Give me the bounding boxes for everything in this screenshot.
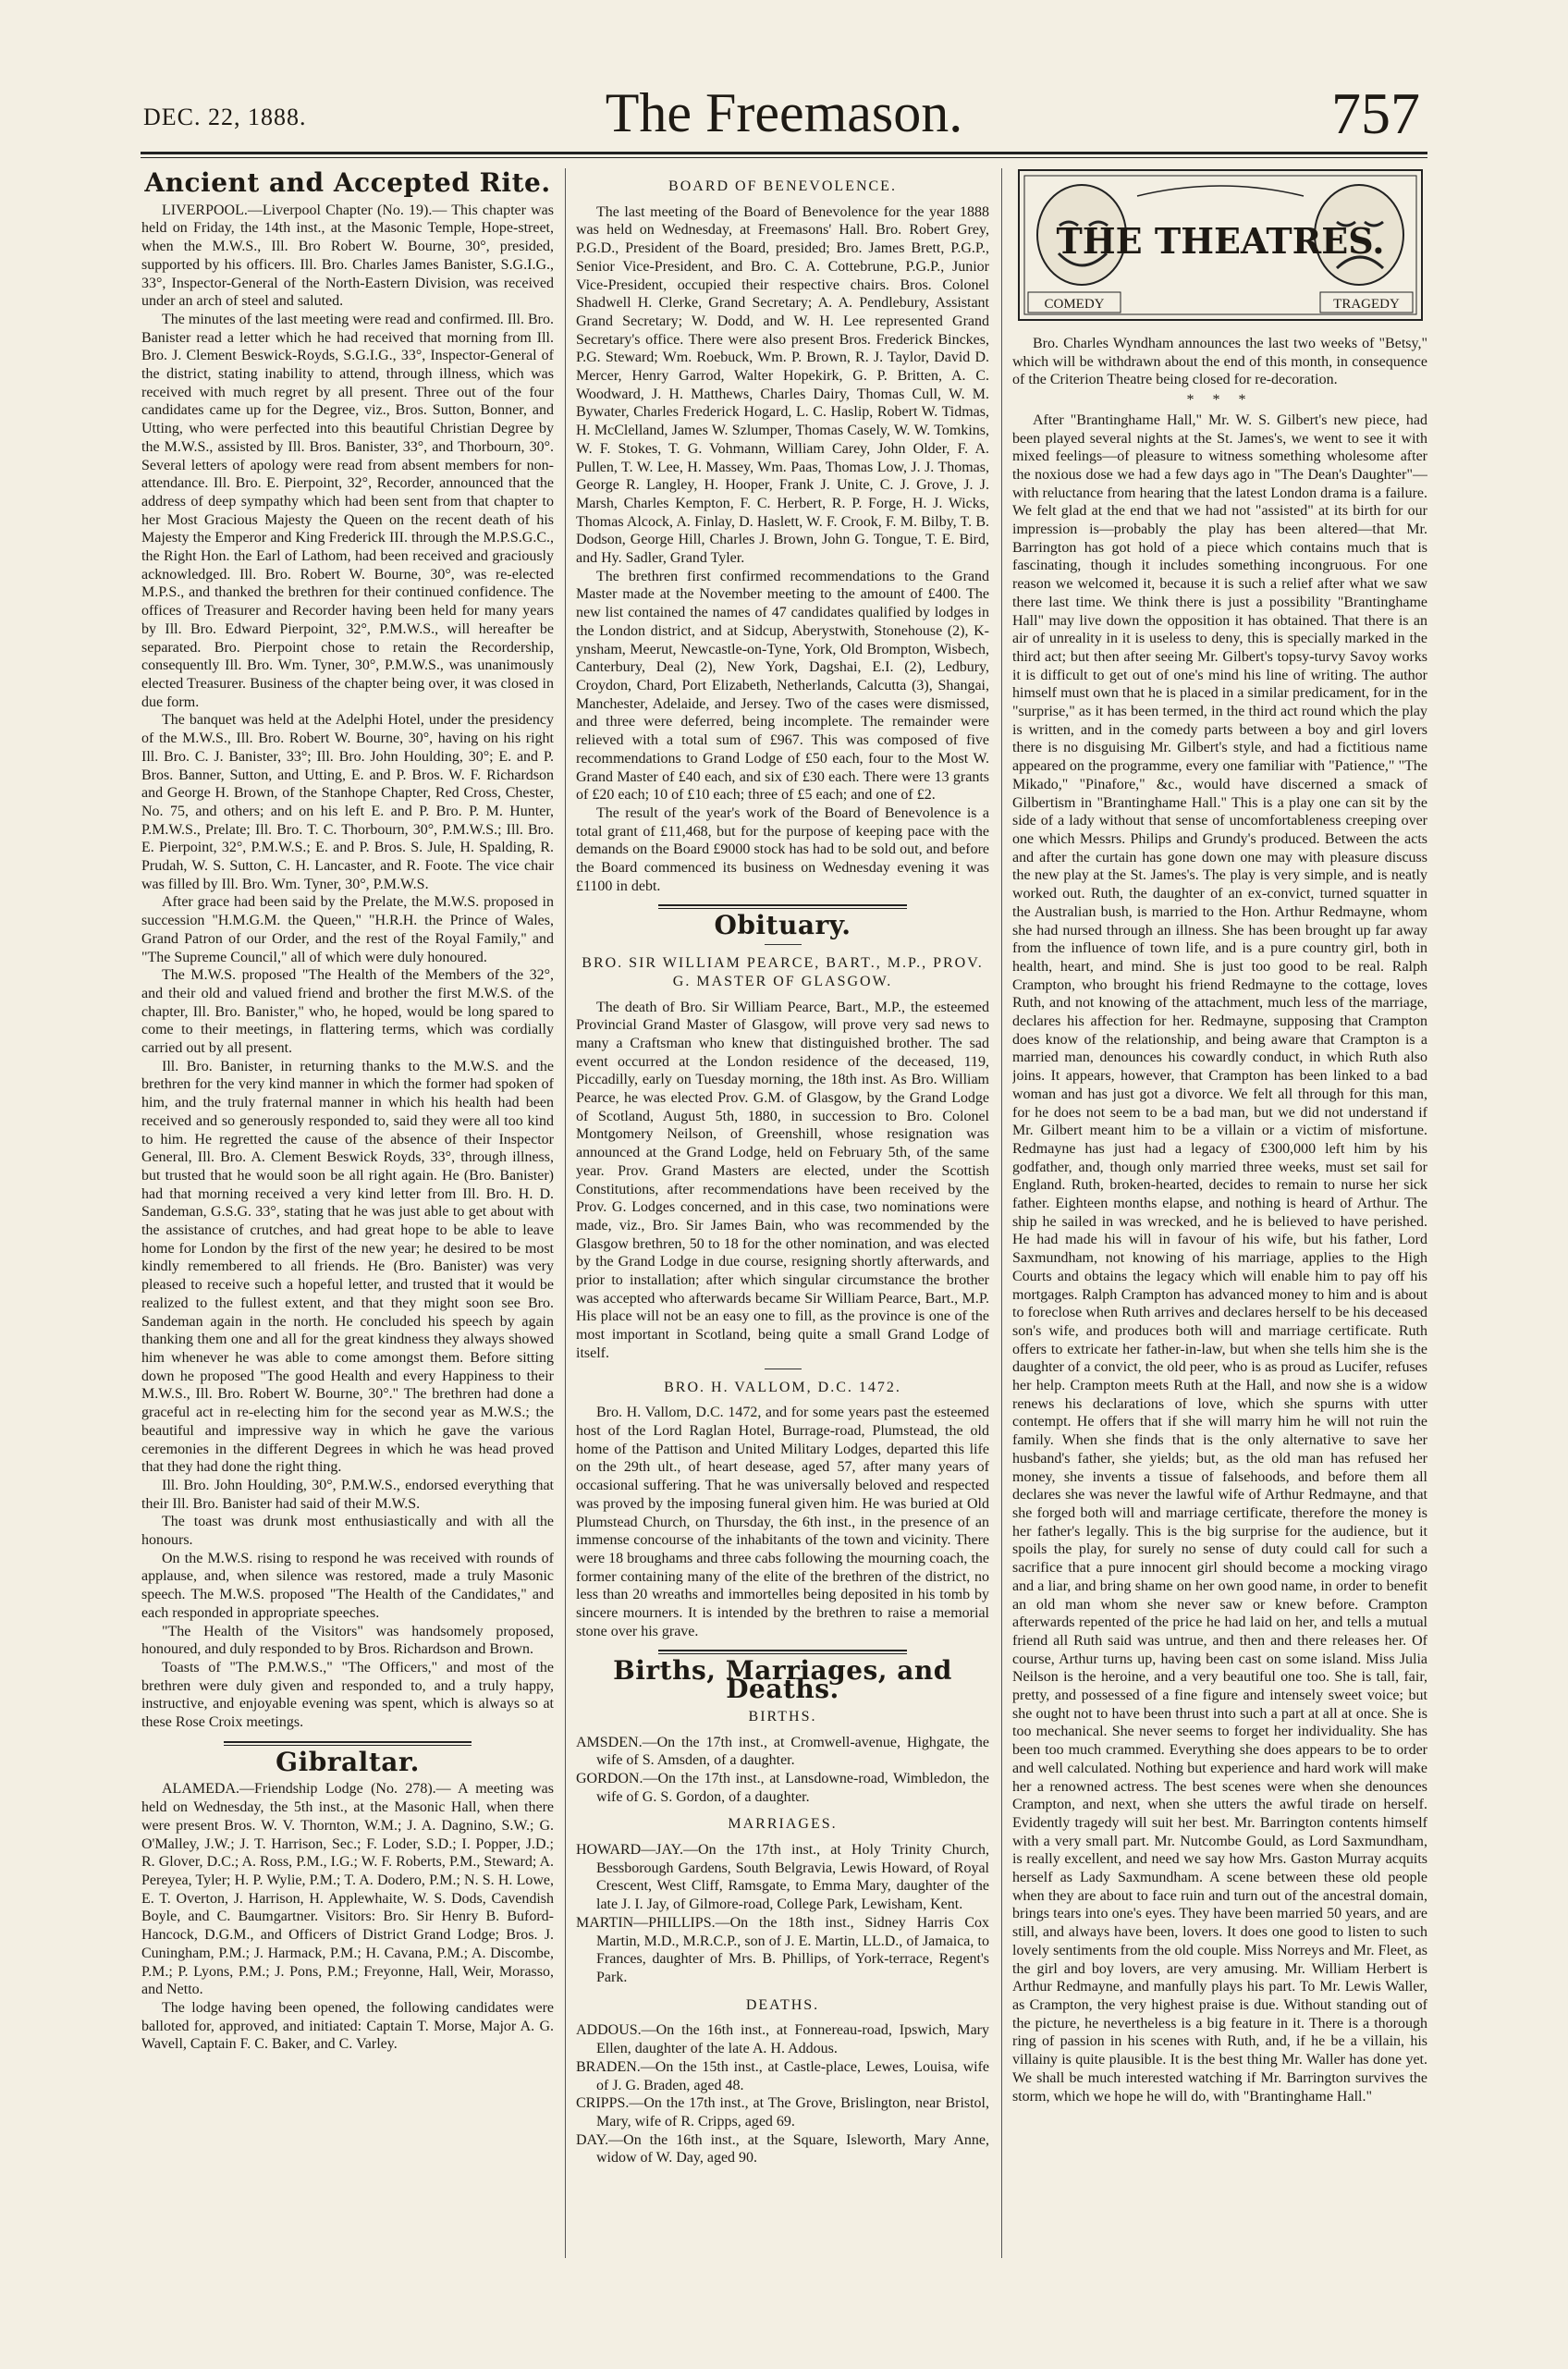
logo-tragedy-label: TRAGEDY [1332,297,1400,312]
list-item: ADDOUS.—On the 16th inst., at Fonnereau-road, Ipswich, Mary Ellen, daughter of the late A. H. Addous. [576,2022,989,2057]
list-item: BRADEN.—On the 15th inst., at Castle-place, Lewes, Louisa, wife of J. G. Braden, aged 48. [576,2058,989,2093]
section-rule-thin [224,1745,472,1746]
masthead-title: The Freemason. [605,82,963,143]
section-heading-obituary: Obituary. [714,910,851,941]
births-label: BIRTHS. [748,1708,817,1725]
list-item: AMSDEN.—On the 17th inst., at Cromwell-avenue, Highgate, the wife of S. Amsden, of a daughter. [576,1734,989,1769]
section-rule [658,1650,906,1651]
marriages-label: MARRIAGES. [728,1816,838,1833]
article-paragraph: The last meeting of the Board of Benevolence for the year 1888 was held on Wednesday, at Freemasons' Hall. Bro. Robert Grey, P.G.D., President of the Board, presided; Bro. James Brett, P.G.P., Senior Vice-President, and Bro. C. A. Cottebrune, P.G.P., Junior Vice-President, occupied their respective chairs. Bros. Colonel Shadwell H. Clerke, Grand Secretary; A. A. Pendlebury, Assistant Grand Secretary; W. Dodd, and W. H. Lee represented Grand Secretary's office. There were also present Bros. Frederick Binckes, P.G. Steward; Wm. Roebuck, Wm. P. Brown, R. J. Taylor, David D. Mercer, Henry Garrod, Walter Hopekirk, G. P. Britten, A. C. Woodward, J. H. Matthews, Charles Dairy, Thomas Cull, W. M. Bywater, Charles Frederick Hogard, L. C. Haslip, Robert W. Tidmas, H. McClelland, James W. Szlumper, Thomas Casely, W. W. Tomkins, W. F. Stokes, T. G. Vohmann, William Carey, John Older, F. A. Pullen, T. W. Lee, H. Massey, Wm. Paas, Thomas Low, J. J. Thomas, George R. Langley, H. Hooper, Frank J. Unite, C. J. Grove, J. J. Marsh, Charles Kempton, F. C. Herbert, R. P. Forge, H. J. Wicks, Thomas Alcock, A. Finlay, D. Haslett, W. F. Crook, F. M. Bilby, T. B. Dodson, George Hill, Charles J. Brown, John G. Tongue, T. E. Bird, and Hy. Sadler, Grand Tyler. [576,203,989,567]
article-paragraph: After grace had been said by the Prelate, the M.W.S. proposed in succession "H.M.G.M. the Queen," "H.R.H. the Prince of Wales, Grand Patron of our Order, and the rest of the Royal Family," and "The Supreme Council," all of which were duly honoured. [141,894,554,965]
obituary-title: BRO. SIR WILLIAM PEARCE, BART., M.P., PROV. G. MASTER OF GLASGOW. [582,955,984,989]
article-paragraph: On the M.W.S. rising to respond he was received with rounds of applause, and, when silence was restored, made a truly Masonic speech. The M.W.S. proposed "The Health of the Candidates," and each responded in appropriate speeches. [141,1550,554,1621]
deaths-list [576,2021,989,2167]
article-paragraph: The minutes of the last meeting were read and confirmed. Ill. Bro. Banister read a letter which he had received that morning from Ill. Bro. J. Clement Beswick-Royds, S.G.I.G., 33°, Inspector-General of the district, stating inability to attend, through illness, which was received with much regret by all present. Three out of the four candidates came up for the Degree, viz., Bros. Sutton, Bonner, and Utting, who were perfected into this beautiful Christian Degree by the M.W.S., assisted by Ill. Bros. Banister, 33°, and Thorbourn, 30°. Several letters of apology were read from absent members for non-attendance. Ill. Bro. E. Pierpoint, 32°, Recorder, announced that the address of deep sympathy which had been sent from that chapter to her Most Gracious Majesty the Queen on the recent death of his Majesty the Emperor and King Frederick III. through the M.P.S.G.C., the Right Hon. the Earl of Lathom, had been received and graciously acknowledged. Ill. Bro. Robert W. Bourne, 30°, was re-elected M.P.S., and thanked the brethren for their continued confidence. The offices of Treasurer and Recorder having been held for many years by Ill. Bro. Edward Pierpoint, 32°, P.M.W.S., will hereafter be separated. Bro. Pierpoint chose to retain the Recordership, consequently Ill. Bro. Wm. Tyner, 30°, P.M.W.S., was unanimously elected Treasurer. Business of the chapter being over, it was closed in due form. [141,311,554,710]
column-1 [141,168,554,2258]
article-paragraph: The M.W.S. proposed "The Health of the Members of the 32°, and their old and valued friend and brother the first M.W.S. of the chapter, Ill. Bro. Banister," who, he hoped, would be long spared to come to their meetings, in flattering terms, which was cordially carried out by all present. [141,967,554,1057]
births-list [576,1734,989,1807]
list-item: GORDON.—On the 17th inst., at Lansdowne-road, Wimbledon, the wife of G. S. Gordon, of a daughter. [576,1770,989,1805]
article-paragraph: The brethren first confirmed recommendations to the Grand Master made at the November meeting to the amount of £400. The new list contained the names of 47 candidates qualified by lodges in the London district, and at Sidcup, Aberystwith, Stonehouse (2), K-ynsham, Meerut, Newcastle-on-Tyne, York, Old Brompton, Wisbech, Canterbury, Deal (2), New York, Dagshai, E.I. (2), Ledbury, Croydon, Chard, Port Elizabeth, Netherlands, Calcutta (3), Shangai, Manchester, Adelaide, and Jersey. Two of the cases were dismissed, and three were deferred, being incomplete. The remainder were relieved with a total sum of £967. This was composed of five recommendations to Grand Lodge of £50 each, four to the Most W. Grand Master of £40 each, and six of £30 each. There were 13 grants of £20 each; 10 of £10 each; three of £5 each; and one of £2. [576,568,989,804]
header-rule [141,152,1427,154]
short-rule [765,944,802,945]
column-2 [576,168,989,2258]
article-paragraph: The result of the year's work of the Board of Benevolence is a total grant of £11,468, but for the purpose of keeping pace with the demands on the Board £9000 stock has had to be sold out, and before the Board commenced its business on Wednesday evening it was £1100 in debt. [576,804,989,894]
list-item: DAY.—On the 16th inst., at the Square, Isleworth, Mary Anne, widow of W. Day, aged 90. [576,2131,989,2166]
marriages-list [576,1841,989,1987]
section-rule [658,904,906,906]
column-divider [1001,168,1002,2258]
article-paragraph: The lodge having been opened, the following candidates were balloted for, approved, and initiated: Captain T. Morse, Major A. G. Wavell, Captain F. C. Baker, and C. Varley. [141,1999,554,2053]
article-paragraph: The toast was drunk most enthusiastically and with all the honours. [141,1514,554,1549]
issue-date: DEC. 22, 1888. [143,104,307,130]
article-paragraph: Bro. Charles Wyndham announces the last two weeks of "Betsy," which will be withdrawn about the end of this month, in consequence of the Criterion Theatre being closed for re-decoration. [1012,336,1427,388]
section-rule-thin [658,908,906,909]
article-paragraph: The death of Bro. Sir William Pearce, Bart., M.P., the esteemed Provincial Grand Master of Glasgow, will prove very sad news to many a Craftsman who knew that distinguished brother. The sad event occurred at the London residence of the deceased, 119, Piccadilly, early on Tuesday morning, the 18th inst. As Bro. William Pearce, he was elected Prov. G.M. of Glasgow, by the Grand Lodge of Scotland, August 5th, 1880, in succession to Bro. Colonel Montgomery Neilson, of Greenshill, whose resignation was announced at the Grand Lodge, held on February 5th, of the same year. Prov. Grand Masters are elected, under the Scottish Constitutions, after recommendations have been received by the Prov. G. Lodges concerned, and in this case, two nominations were made, viz., Bro. Sir James Bain, who was recommended by the Glasgow brethren, 50 to 18 for the other nomination, and was elected by the Grand Lodge in due course, resigning shortly afterwards, and prior to installation; after which singular circumstance the brother was accepted who afterwards became Sir William Pearce, Bart., M.P. His place will not be an easy one to fill, as the province is one of the most important in Scotland, being quite a small Grand Lodge of itself. [576,999,989,1361]
theatres-logo [1017,168,1424,322]
article-paragraph: After "Brantinghame Hall," Mr. W. S. Gilbert's new piece, had been played several nights at the St. James's, we went to see it with mixed feelings—of pleasure to witness something wholesome after the noxious dose we had a few days ago in "The Dean's Daughter"—with reluctance from hearing that the latest London drama is a failure. We felt glad at the end that we had not "assisted" at its birth for our impression is—probably the play has been altered—that Mr. Barrington has got hold of a piece which contains much that is fascinating, though it includes something incongruous. For one reason we welcomed it, because it is such a relief after what we saw there last time. We think there is just a possibility "Brantinghame Hall" may live down the opposition it has obtained. That there is an air of unreality in it is useless to deny, this is specially marked in the third act; but then after seeing Mr. Gilbert's topsy-turvy Savoy works it is difficult to get out of one's mind his line of writing. The author himself must own that he is placed in a similar predicament, for in the "surprise," as it has been termed, in the third act round which the play is written, and in the comedy parts between a boy and girl lovers there is no disguising Mr. Gilbert's style, and had a fictitious name appeared on the programme, every one familiar with "Patience," "The Mikado," "Pinafore," &c., would have discerned a smack of Gilbertism in "Brantinghame Hall." This is a play one can sit by the side of a lady without that sense of uncomfortableness creeping over one which Messrs. Philips and Grundy's produced. Between the acts and after the curtain has gone down one may with pleasure discuss the new play at the St. James's. The play is very simple, and is neatly worked out. Ruth, the daughter of an ex-convict, turned squatter in the Australian bush, is married to the Hon. Arthur Redmayne, whom she had nursed through an illness. She has been brought up far away from the influence of town life, and is a pure country girl, both in health, heart, and mind. She is just too good to be real. Ralph Crampton, who brought his friend Redmayne to the cottage, loves Ruth, and not knowing of the attachment, much less of the marriage, declares his affection for her. Redmayne, supposing that Crampton does know of the relationship, and being aware that Crampton is a married man, denounces his cowardly conduct, in which Ruth also joins. It appears, however, that Crampton has been linked to a bad woman and has just got a divorce. We felt all through for this man, for he does not seem to be a bad man, but we did not understand if Mr. Gilbert meant him to be a villain or a victim of misfortune. Redmayne has just had a legacy of £300,000 left him by his godfather, and, though only married three weeks, must set sail for England. Ruth, broken-hearted, decides to remain to nurse her sick father. Eighteen months elapse, and nothing is heard of Arthur. The ship he sailed in was wrecked, and he is believed to have perished. He had made his will in favour of his wife, but his father, Lord Saxmundham, not knowing of his marriage, applies to the High Courts and obtains the legacy which will enable him to pay off his mortgages. Ralph Crampton has advanced money to him and is about to foreclose when Ruth arrives and declares herself to be his deceased son's wife, and produces both will and marriage certificate. Ruth offers to extricate her father-in-law, but when she tells him she is the daughter of a convict, the old peer, who is as proud as Lucifer, refuses her help. Crampton meets Ruth at the Hall, and now she is a widow renews his declarations of love, which she spurns with utter contempt. He offers that if she will marry him he will not ruin the family. When she finds that is the only alternative to save her husband's father, she yields; but, as the old man has refused her money, she invents a tissue of falsehoods, and before them all declares she was never the lawful wife of Arthur Redmayne, and that she forged both will and marriage certificate, therefore the money is her father's legally. This is the big surprise for the audience, but it spoils the play, for surely no sense of duty could call for such a sacrifice that a pure innocent girl should become a mocking virago and a liar, and bring shame on her own good name, in order to benefit an old man whom she never saw or knew before. Crampton afterwards repented of the price he had laid on her, and tells a mutual friend all Ruth said was untrue, and then and there releases her. Of course, Arthur turns up, having been cast on some island. Miss Julia Neilson is the heroine, and a very beautiful one too. She is tall, fair, pretty, and possessed of a fine figure and intensely sweet voice; but she ought not to have been thrust into such a part at all at once. She is too mechanical. She never seems to forget her individuality. She has been too much crammed. Everything she does appears to be to order and well calculated. Nothing but experience and hard work will make her a renowned actress. The best scenes were when she denounces Crampton, and next, when she utters the awful tirade on herself. Evidently tragedy will suit her best. Mr. Barrington contents himself with a very small part. Mr. Nutcombe Gould, as Lord Saxmundham, is really excellent, and need we say how Mrs. Gaston Murray acquits herself as Lady Saxmundham. A scene between these old people when they are about to face ruin and turn out of the ancestral domain, brings tears into one's eyes. They have been married 50 years, and are still, and always have been, lovers. It does one good to listen to such lovely sentiments from the old couple. Miss Norreys and Mr. Fleet, as the girl and boy lovers, are very amusing. Mr. William Herbert is Arthur Redmayne, and manfully plays his part. To Mr. Lewis Waller, as Crampton, the very highest praise is due. Without standing out of the picture, he nevertheless is a big feature in it. There is a thorough ring of passion in his scenes with Ruth, and, if he be a villain, his villainy is quite plausible. It is the best thing Mr. Waller has done yet. We shall be much interested watching if Mr. Barrington survives the storm, which we hope he will do, with "Brantinghame Hall." [1012,411,1427,2105]
list-item: CRIPPS.—On the 17th inst., at The Grove, Brislington, near Bristol, Mary, wife of R. Cripps, aged 69. [576,2095,989,2130]
header-rule-thin [141,157,1427,158]
section-rule [224,1741,472,1743]
section-heading-births-marriages-deaths: Births, Marriages, and Deaths. [613,1655,952,1705]
article-paragraph: Ill. Bro. Banister, in returning thanks to the M.W.S. and the brethren for the very kind manner in which the former had spoken of him, and the truly fraternal manner in which his health had been received and so generously responded to, said they were all too kind to him. He regretted the cause of the absence of their Inspector General, Ill. Bro. A. Clement Beswick Royds, 33°, through illness, but trusted that he would soon be all right again. He (Bro. Banister) had that morning received a very kind letter from Ill. Bro. H. D. Sandeman, G.S.G. 33°, stating that he was just able to get about with the assistance of crutches, and had great hope to be able to leave home for London by the first of the new year; he desired to be most kindly remembered to all friends. He (Bro. Banister) was very pleased to receive such a hopeful letter, and trusted that it would be realized to the fullest extent, and that they might soon see Bro. Sandeman again in the north. He concluded his speech by again thanking them one and all for the great kindness they always showed him whenever he was able to come amongst them. Before sitting down he proposed "The good Health and every Happiness to their M.W.S., Ill. Bro. Robert W. Bourne, 30°." The brethren had done a graceful act in re-electing him for the second year as M.W.S.; the beautiful and impressive way in which he gave the various ceremonies in the different Degrees in which he was head proved that they had done the right thing. [141,1058,554,1476]
column-3 [1012,168,1427,2258]
article-paragraph: Ill. Bro. John Houlding, 30°, P.M.W.S., endorsed everything that their Ill. Bro. Banister had said of their M.W.S. [141,1477,554,1512]
logo-comedy-label: COMEDY [1043,297,1105,312]
list-item: MARTIN—PHILLIPS.—On the 18th inst., Sidney Harris Cox Martin, M.D., M.R.C.P., son of J. E. Martin, LL.D., of Jamaica, to Frances, daughter of Mrs. B. Phillips, of York-terrace, Regent's Park. [576,1914,989,1985]
list-item: HOWARD—JAY.—On the 17th inst., at Holy Trinity Church, Bessborough Gardens, South Belgravia, Lewis Howard, of Royal Crescent, West Cliff, Ramsgate, to Emma Mary, daughter of the late J. I. Jay, of Gilmore-road, College Park, Lewisham, Kent. [576,1842,989,1913]
article-paragraph: "The Health of the Visitors" was handsomely proposed, honoured, and duly responded to by Bros. Richardson and Brown. [141,1623,554,1658]
obituary-title: BRO. H. VALLOM, D.C. 1472. [664,1379,901,1395]
article-paragraph: Toasts of "The P.M.W.S.," "The Officers," and most of the brethren were duly given and responded to, and a truly happy, instructive, and enjoyable evening was spent, which is always so at these Rose Croix meetings. [141,1659,554,1731]
article-paragraph: Bro. H. Vallom, D.C. 1472, and for some years past the esteemed host of the Lord Raglan Hotel, Burrage-road, Plumstead, the old home of the Pattison and United Military Lodges, departed this life on the 29th ult., of heart desease, aged 57, after many years of occasional suffering. That he was universally beloved and respected was proved by the imposing funeral given him. He was buried at Old Plumstead Church, on Thursday, the 6th inst., in the presence of an immense concourse of the inhabitants of the town and vicinity. There were 18 broughams and three cabs following the mourning coach, the former containing many of the elite of the brethren of the district, no less than 20 wreaths and immortelles being deposited in his tomb by sincere mourners. It is intended by the brethren to raise a memorial stone over his grave. [576,1405,989,1639]
section-heading-ancient-rite: Ancient and Accepted Rite. [144,168,551,198]
logo-title: THE THEATRES. [1055,220,1385,262]
section-rule-thin [658,1653,906,1654]
deaths-label: DEATHS. [745,1996,820,2013]
section-heading-gibraltar: Gibraltar. [276,1746,420,1777]
section-stars: * * * [1186,392,1254,409]
article-paragraph: The banquet was held at the Adelphi Hotel, under the presidency of the M.W.S., Ill. Bro. Robert W. Bourne, 30°, having on his right Ill. Bro. C. J. Banister, 33°; Ill. Bro. John Houlding, 30°; E. and P. Bros. Banner, Sutton, and Utting, E. and P. Bros. W. F. Richardson and George H. Brown, of the Stanhope Chapter, Red Cross, Chester, No. 75, and others; and on his left E. and P. Bro. P. M. Hunter, P.M.W.S., Prelate; Ill. Bro. T. C. Thorbourn, 30°, P.M.W.S.; Ill. Bro. E. Pierpoint, 32°, P.M.W.S.; E. and P. Bros. S. Jule, H. Spalding, R. Prudah, W. S. Sutton, C. H. Lancaster, and R. Foote. The vice chair was filled by Ill. Bro. Wm. Tyner, 30°, P.M.W.S. [141,712,554,892]
column-divider [565,168,566,2258]
article-paragraph: LIVERPOOL.—Liverpool Chapter (No. 19).— This chapter was held on Friday, the 14th inst., at the Masonic Temple, Hope-street, when the M.W.S., Ill. Bro Robert W. Bourne, 30°, presided, supported by his officers. Ill. Bro. Charles James Banister, S.G.I.G., 33°, Inspector-General of the North-Eastern Division, was received under an arch of steel and saluted. [141,202,554,310]
section-heading-benevolence: BOARD OF BENEVOLENCE. [668,178,897,194]
article-paragraph: ALAMEDA.—Friendship Lodge (No. 278).— A meeting was held on Wednesday, the 5th inst., at the Masonic Hall, when there were present Bros. W. V. Thornton, W.M.; J. A. Dagnino, S.W.; G. O'Malley, J.W.; J. T. Harrison, Sec.; F. Loder, S.D.; I. Popper, J.D.; R. Glover, D.C.; A. Ross, P.M., I.G.; W. F. Roberts, P.M., Steward; A. Pereyea, Tyler; H. P. Wylie, P.M.; T. A. Dodero, P.M.; N. S. H. Lowe, E. T. Overton, J. Harrison, H. Applewhaite, W. S. Dods, Cavendish Boyle, and C. Baumgartner. Visitors: Bro. Sir Henry B. Buford-Hancock, D.G.M., and Officers of District Grand Lodge; Bros. J. Cuningham, P.M.; J. Harmack, P.M.; H. Cavana, P.M.; A. Discombe, P.M.; P. Lyons, P.M.; J. Pons, P.M.; Freyonne, Hall, Weir, Morasso, and Netto. [141,1781,554,1998]
page-number: 757 [1331,80,1420,146]
